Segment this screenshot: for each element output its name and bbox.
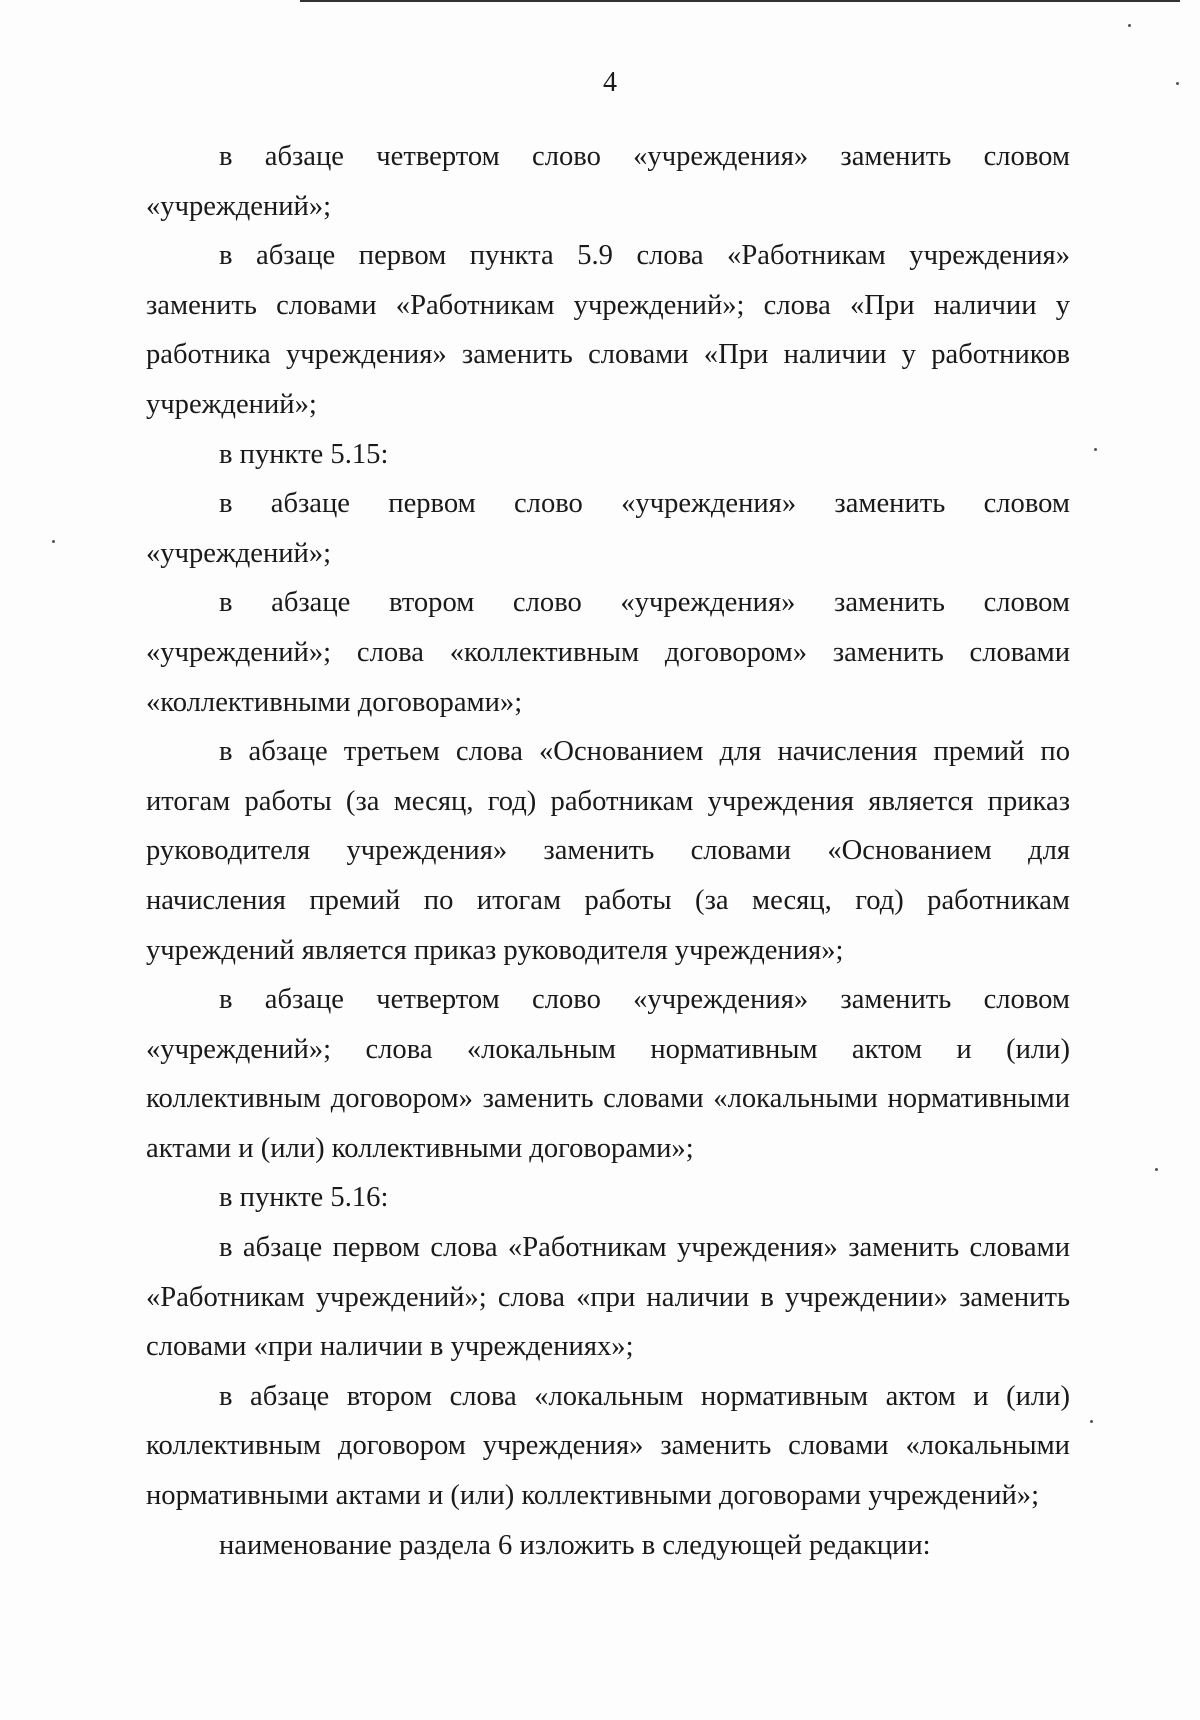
top-edge-line <box>300 0 1180 2</box>
scan-speck <box>1090 1420 1093 1423</box>
scan-speck <box>1176 82 1179 85</box>
paragraph: в абзаце первом слово «учреждения» заменить словом «учреждений»; <box>146 488 1070 569</box>
paragraph: в абзаце первом пункта 5.9 слова «Работникам учреждения» заменить словами «Работникам учреждений»; слова «При наличии у работника учреждения» заменить словами «При наличии у работников учреждений»; <box>146 240 1070 420</box>
paragraph: в абзаце втором слово «учреждения» заменить словом «учреждений»; слова «коллективным договором» заменить словами «коллективными договорами»; <box>146 587 1070 718</box>
paragraph: в пункте 5.15: <box>219 438 389 470</box>
paragraph: в абзаце втором слова «локальным нормативным актом и (или) коллективным договором учреждения» заменить словами «локальными нормативными актами и (или) коллективными договорами учреждений»; <box>146 1380 1070 1512</box>
scan-speck <box>1128 24 1131 27</box>
paragraph: в абзаце первом слова «Работникам учреждения» заменить словами «Работникам учреждений»; слова «при наличии в учреждении» заменить словами «при наличии в учреждениях»; <box>146 1232 1070 1363</box>
scan-speck <box>52 540 55 543</box>
paragraph: наименование раздела 6 изложить в следующей редакции: <box>219 1529 931 1561</box>
paragraph: в абзаце четвертом слово «учреждения» заменить словом «учреждений»; слова «локальным нормативным актом и (или) коллективным договором» заменить словами «локальными нормативными актами и (или) коллективными договорами»; <box>146 984 1070 1164</box>
scan-speck <box>1094 448 1097 451</box>
paragraph: в пункте 5.16: <box>219 1182 389 1214</box>
paragraph: в абзаце третьем слова «Основанием для начисления премий по итогам работы (за месяц, год) работникам учреждения является приказ руководителя учреждения» заменить словами «Основанием для начисления премий по итогам работы (за месяц, год) работникам учреждений является приказ руководителя учреждения»; <box>146 736 1070 966</box>
document-body <box>146 132 1070 1570</box>
scan-speck <box>1155 1168 1158 1171</box>
paragraph: в абзаце четвертом слово «учреждения» заменить словом «учреждений»; <box>146 141 1070 222</box>
page-number: 4 <box>603 67 617 98</box>
